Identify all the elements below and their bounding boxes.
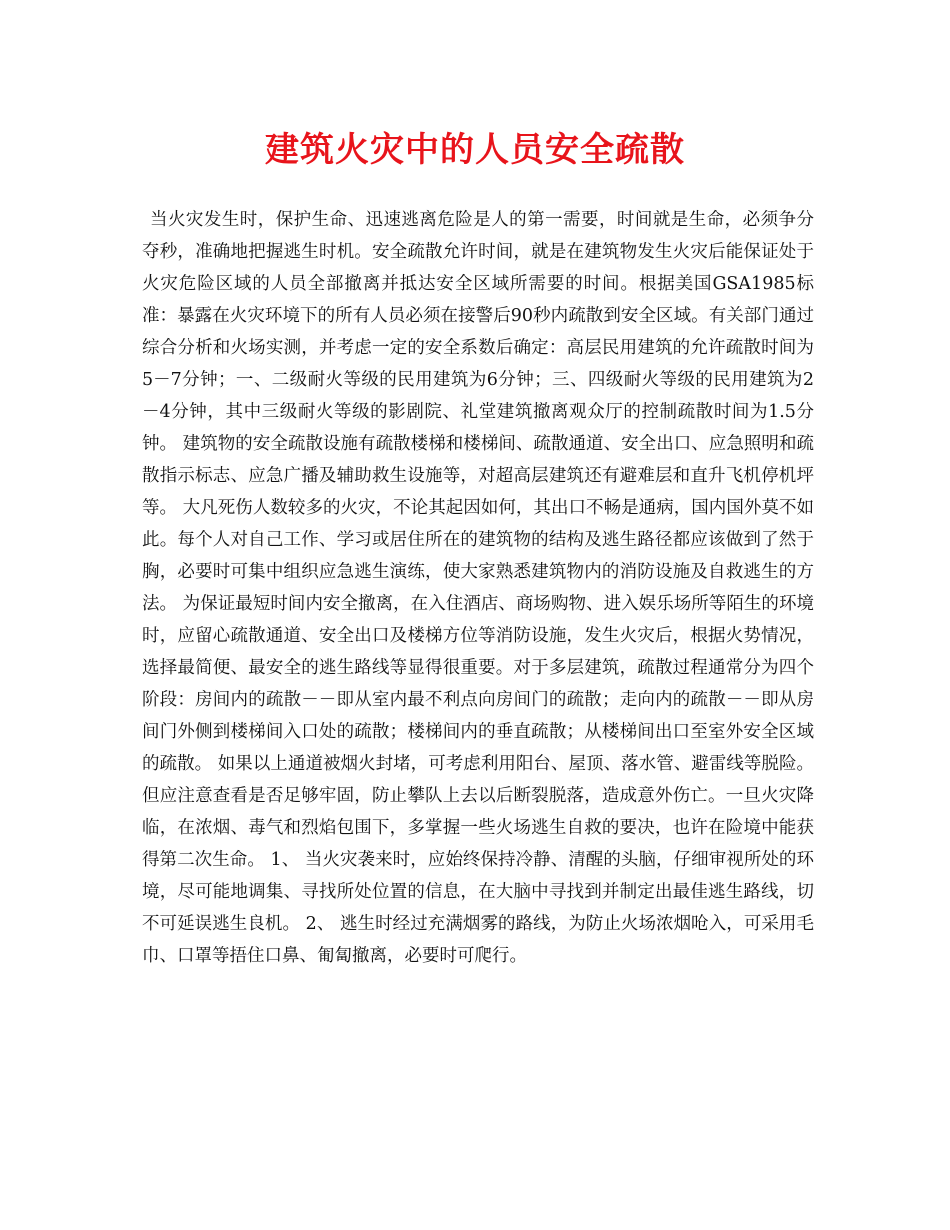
- document-title: 建筑火灾中的人员安全疏散: [265, 130, 685, 170]
- document-body-paragraph: 当火灾发生时，保护生命、迅速逃离危险是人的第一需要，时间就是生命，必须争分夺秒，准确地把握逃生时机。安全疏散允许时间，就是在建筑物发生火灾后能保证处于火灾危险区域的人员全部撤离并抵达安全区域所需要的时间。根据美国GSA1985标准：暴露在火灾环境下的所有人员必须在接警后90秒内疏散到安全区域。有关部门通过综合分析和火场实测，并考虑一定的安全系数后确定：高层民用建筑的允许疏散时间为5－7分钟；一、二级耐火等级的民用建筑为6分钟；三、四级耐火等级的民用建筑为2－4分钟，其中三级耐火等级的影剧院、礼堂建筑撤离观众厅的控制疏散时间为1.5分钟。 建筑物的安全疏散设施有疏散楼梯和楼梯间、疏散通道、安全出口、应急照明和疏散指示标志、应急广播及辅助救生设施等，对超高层建筑还有避难层和直升飞机停机坪等。 大凡死伤人数较多的火灾，不论其起因如何，其出口不畅是通病，国内国外莫不如此。每个人对自己工作、学习或居住所在的建筑物的结构及逃生路径都应该做到了然于胸，必要时可集中组织应急逃生演练，使大家熟悉建筑物内的消防设施及自救逃生的方法。 为保证最短时间内安全撤离，在入住酒店、商场购物、进入娱乐场所等陌生的环境时，应留心疏散通道、安全出口及楼梯方位等消防设施，发生火灾后，根据火势情况，选择最简便、最安全的逃生路线等显得很重要。对于多层建筑，疏散过程通常分为四个阶段：房间内的疏散－－即从室内最不利点向房间门的疏散；走向内的疏散－－即从房间门外侧到楼梯间入口处的疏散；楼梯间内的垂直疏散；从楼梯间出口至室外安全区域的疏散。 如果以上通道被烟火封堵，可考虑利用阳台、屋顶、落水管、避雷线等脱险。但应注意查看是否足够牢固，防止攀队上去以后断裂脱落，造成意外伤亡。一旦火灾降临，在浓烟、毒气和烈焰包围下，多掌握一些火场逃生自救的要决，也许在险境中能获得第二次生命。 1、 当火灾袭来时，应始终保持冷静、清醒的头脑，仔细审视所处的环境，尽可能地调集、寻找所处位置的信息，在大脑中寻找到并制定出最佳逃生路线，切不可延误逃生良机。 2、 逃生时经过充满烟雾的路线，为防止火场浓烟呛入，可采用毛巾、口罩等捂住口鼻、匍匐撤离，必要时可爬行。: [142, 210, 814, 966]
